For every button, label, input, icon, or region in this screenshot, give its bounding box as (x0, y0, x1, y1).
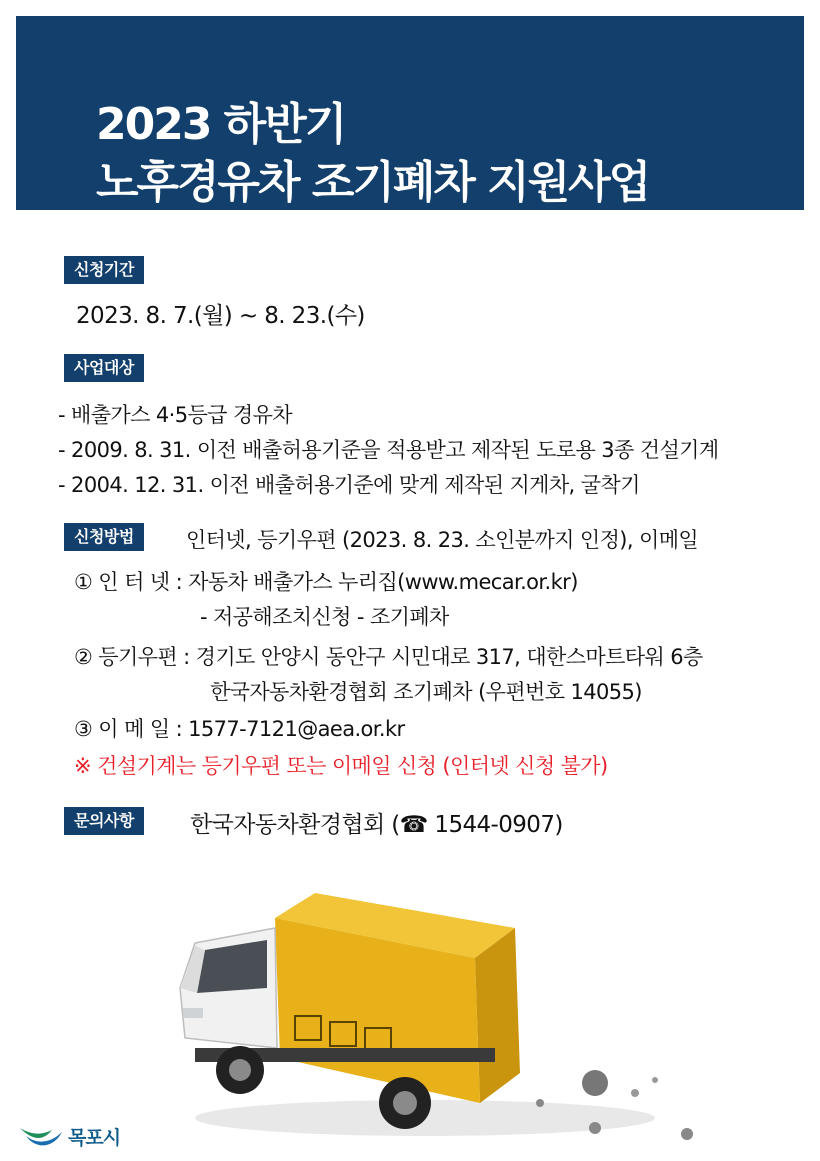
method-label: 신청방법 (64, 523, 144, 551)
method-mail-line-2: 한국자동차환경협회 조기폐차 (우편번호 14055) (210, 680, 642, 704)
method-note: ※ 건설기계는 등기우편 또는 이메일 신청 (인터넷 신청 불가) (74, 754, 608, 778)
method-mail-line-1: ② 등기우편 : 경기도 안양시 동안구 시민대로 317, 대한스마트타워 6층 (74, 645, 703, 669)
method-internet-line-2: - 저공해조치신청 - 조기폐차 (200, 605, 449, 629)
target-item-3: - 2004. 12. 31. 이전 배출허용기준에 맞게 제작된 지게차, 굴착기 (58, 473, 640, 497)
method-internet-line-1: ① 인 터 넷 : 자동차 배출가스 누리집(www.mecar.or.kr) (74, 570, 578, 594)
method-email-line: ③ 이 메 일 : 1577-7121@aea.or.kr (74, 717, 405, 741)
target-item-1: - 배출가스 4·5등급 경유차 (58, 403, 292, 427)
period-text: 2023. 8. 7.(월) ~ 8. 23.(수) (76, 303, 365, 329)
logo-text: 목포시 (68, 1127, 121, 1149)
title-banner (16, 16, 804, 210)
truck-illustration (175, 888, 735, 1150)
title-line-2: 노후경유차 조기폐차 지원사업 (96, 157, 650, 208)
contact-label: 문의사항 (64, 807, 144, 835)
method-summary: 인터넷, 등기우편 (2023. 8. 23. 소인분까지 인정), 이메일 (186, 528, 699, 552)
target-item-2: - 2009. 8. 31. 이전 배출허용기준을 적용받고 제작된 도로용 3종 건설기계 (58, 438, 719, 462)
period-label: 신청기간 (64, 256, 144, 284)
target-label: 사업대상 (64, 354, 144, 382)
title-line-1: 2023 하반기 (96, 99, 346, 150)
contact-text: 한국자동차환경협회 (☎ 1544-0907) (190, 812, 563, 838)
